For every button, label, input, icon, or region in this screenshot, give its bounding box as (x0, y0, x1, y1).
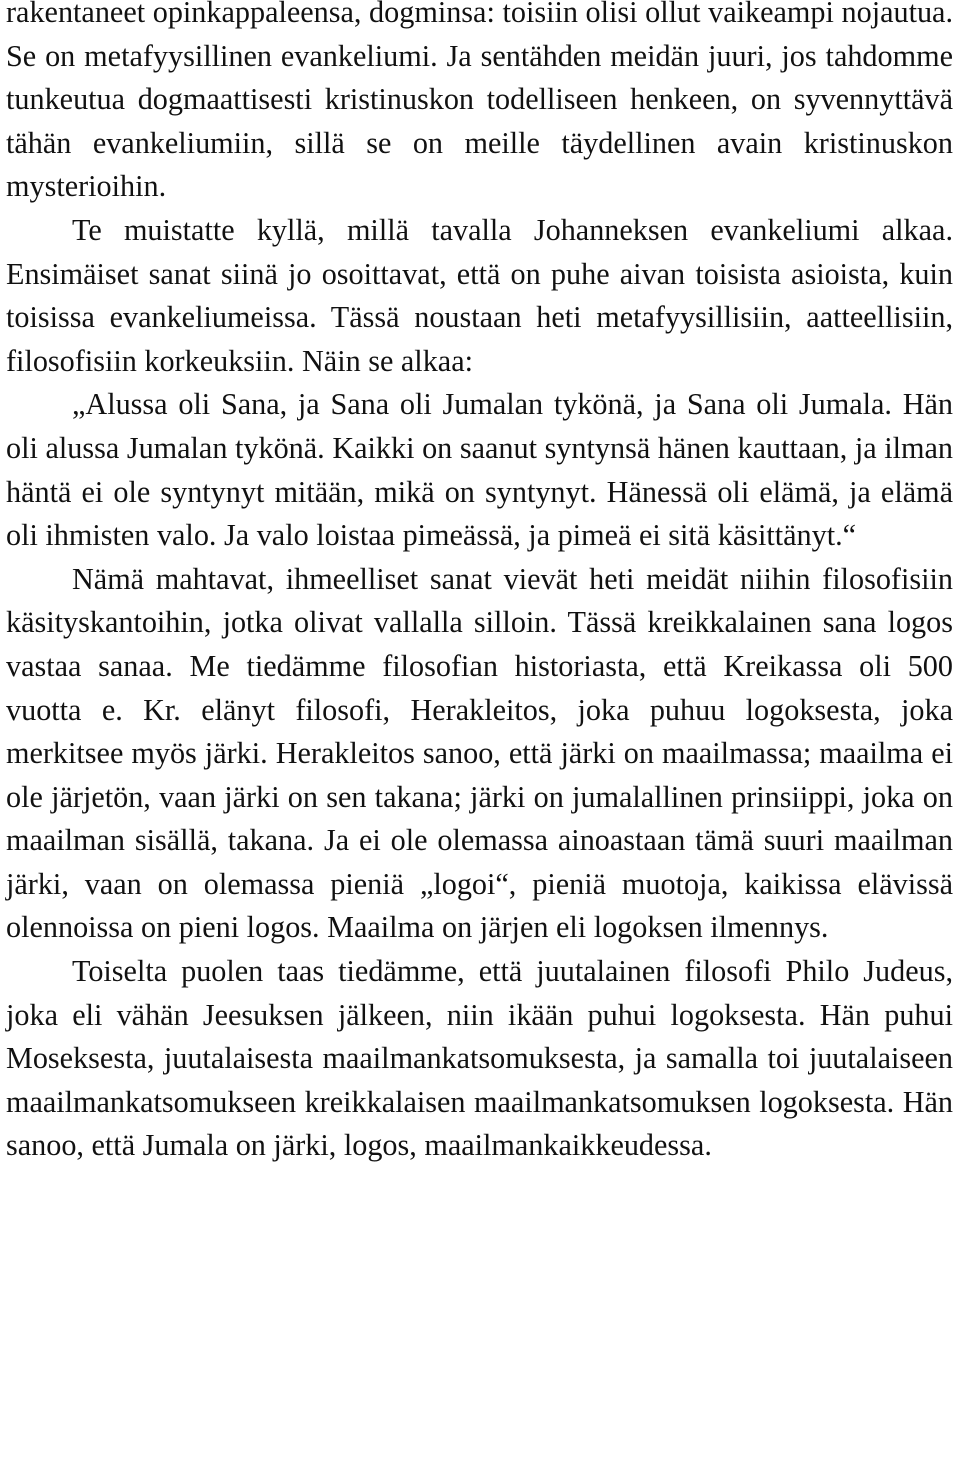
paragraph-5: Toiselta puolen taas tiedämme, että juutalainen filosofi Philo Judeus, joka eli vähän Jeesuksen jälkeen, niin ikään puhui logoksesta. Hän puhui Moseksesta, juutalaisesta maailmankatsomuksesta, ja samalla toi juutalaiseen maailmankatsomukseen kreikkalaisen maailmankatsomuksen logoksesta. Hän sanoo, että Jumala on järki, logos, maailmankaikkeudessa. (6, 954, 953, 1163)
paragraph-2: Te muistatte kyllä, millä tavalla Johanneksen evankeliumi alkaa. Ensimäiset sanat siinä jo osoittavat, että on puhe aivan toisista asioista, kuin toisissa evankeliumeissa. Tässä noustaan heti metafyysillisiin, aatteellisiin, filosofisiin korkeuksiin. Näin se alkaa: (6, 212, 953, 378)
paragraph-1: rakentaneet opinkappaleensa, dogminsa: toisiin olisi ollut vaikeampi nojautua. Se on metafyysillinen evankeliumi. Ja sentähden meidän juuri, jos tahdomme tunkeutua dogmaattisesti kristinuskon todelliseen henkeen, on syvennyttävä tähän evankeliumiin, sillä se on meille täydellinen avain kristinuskon mysterioihin. (6, 0, 953, 204)
paragraph-3-quotation: „Alussa oli Sana, ja Sana oli Jumalan tykönä, ja Sana oli Jumala. Hän oli alussa Jumalan tykönä. Kaikki on saanut syntynsä hänen kauttaan, ja ilman häntä ei ole syntynyt mitään, mikä on syntynyt. Hänessä oli elämä, ja elämä oli ihmisten valo. Ja valo loistaa pimeässä, ja pimeä ei sitä käsittänyt.“ (6, 387, 953, 553)
paragraph-4: Nämä mahtavat, ihmeelliset sanat vievät heti meidät niihin filosofisiin käsityskantoihin, jotka olivat vallalla silloin. Tässä kreikkalainen sana logos vastaa sanaa. Me tiedämme filosofian historiasta, että Kreikassa oli 500 vuotta e. Kr. elänyt filosofi, Herakleitos, joka puhuu logoksesta, joka merkitsee myös järki. Herakleitos sanoo, että järki on maailmassa; maailma ei ole järjetön, vaan järki on sen takana; järki on jumalallinen prinsiippi, joka on maailman sisällä, takana. Ja ei ole olemassa ainoastaan tämä suuri maailman järki, vaan on olemassa pieniä „logoi“, pieniä muotoja, kaikissa elävissä olennoissa on pieni logos. Maailma on järjen eli logoksen ilmennys. (6, 561, 953, 945)
